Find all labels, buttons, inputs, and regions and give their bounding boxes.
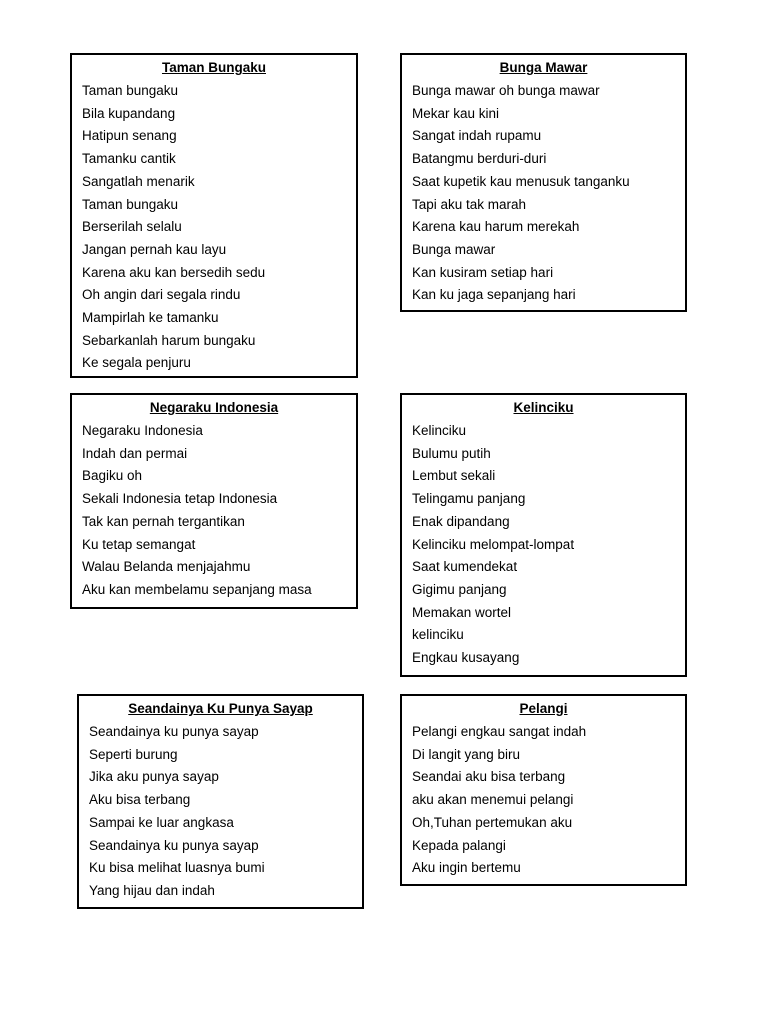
poem-line: kelinciku [412,627,464,643]
poem-line: Memakan wortel [412,604,512,620]
poem-line: Telingamu panjang [412,491,526,507]
poem-line: Sampai ke luar angkasa [89,814,234,830]
poem-box-bunga-mawar [400,53,687,312]
poem-line: Seandainya ku punya sayap [89,724,259,739]
poem-line: Berserilah selalu [82,219,182,235]
poem-line: Bila kupandang [82,105,176,121]
poem-title: Taman Bungaku [161,60,266,75]
poem-line: Bunga mawar [412,241,496,257]
poem-line: Bagiku oh [82,468,143,484]
poem-line: Seperti burung [89,746,178,762]
poem-box-negaraku-indonesia [70,393,358,609]
poem-line: Seandainya ku punya sayap [89,837,259,853]
poem-line: Lembut sekali [412,468,496,484]
poem-line: Saat kumendekat [412,559,518,575]
poem-line: Indah dan permai [82,445,188,461]
poem-line: Di langit yang biru [412,746,521,762]
poem-line: Kan ku jaga sepanjang hari [412,287,576,303]
poem-line: Kan kusiram setiap hari [412,264,554,280]
poem-line: Pelangi engkau sangat indah [412,724,587,739]
poem-line: Ke segala penjuru [82,355,191,371]
poem-box-pelangi [400,694,687,886]
poem-title: Seandainya Ku Punya Sayap [128,701,313,716]
poem-line: Enak dipandang [412,513,510,529]
poem-line: Seandai aku bisa terbang [412,769,566,785]
poem-title: Pelangi [519,701,568,716]
poem-line: Walau Belanda menjajahmu [82,559,251,575]
poem-line: Karena aku kan bersedih sedu [82,264,266,280]
poem-line: Sangatlah menarik [82,173,195,189]
poem-box-kelinciku [400,393,687,677]
poem-line: Oh angin dari segala rindu [82,287,241,303]
poem-line: Aku bisa terbang [89,792,191,808]
poem-line: Kelinciku melompat-lompat [412,536,575,552]
poem-line: Yang hijau dan indah [89,882,215,898]
poem-line: Mampirlah ke tamanku [82,310,219,326]
poem-line: Batangmu berduri-duri [412,151,547,167]
poem-title: Bunga Mawar [499,60,588,75]
poem-line: Karena kau harum merekah [412,219,580,235]
poem-line: Jangan pernah kau layu [82,241,227,257]
poem-line: Taman bungaku [82,83,179,98]
poem-title: Kelinciku [513,400,574,415]
poem-line: Gigimu panjang [412,581,507,597]
poem-line: Bulumu putih [412,445,491,461]
poem-box-seandainya-ku-punya-sayap [77,694,364,909]
poem-line: Sangat indah rupamu [412,128,542,144]
poem-line: Saat kupetik kau menusuk tanganku [412,173,630,189]
poem-line: Bunga mawar oh bunga mawar [412,83,600,98]
poem-line: Ku tetap semangat [82,536,196,552]
poem-line: Tapi aku tak marah [412,196,527,212]
poem-title: Negaraku Indonesia [149,400,279,415]
poem-line: Tak kan pernah tergantikan [82,513,245,529]
poem-line: Kepada palangi [412,837,506,853]
poem-line: aku akan menemui pelangi [412,792,574,808]
poem-line: Negaraku Indonesia [82,423,203,438]
poem-line: Oh,Tuhan pertemukan aku [412,814,573,830]
poem-line: Engkau kusayang [412,650,520,666]
poem-line: Jika aku punya sayap [89,769,219,785]
poem-line: Aku kan membelamu sepanjang masa [82,581,312,597]
poem-box-taman-bungaku [70,53,358,378]
poem-line: Taman bungaku [82,196,179,212]
poem-line: Sekali Indonesia tetap Indonesia [82,491,278,507]
poem-line: Kelinciku [412,423,467,438]
poem-line: Aku ingin bertemu [412,860,521,876]
poem-line: Hatipun senang [82,128,177,144]
poem-line: Mekar kau kini [412,105,500,121]
poem-line: Sebarkanlah harum bungaku [82,332,256,348]
poem-line: Tamanku cantik [82,151,176,167]
poem-line: Ku bisa melihat luasnya bumi [89,860,265,876]
